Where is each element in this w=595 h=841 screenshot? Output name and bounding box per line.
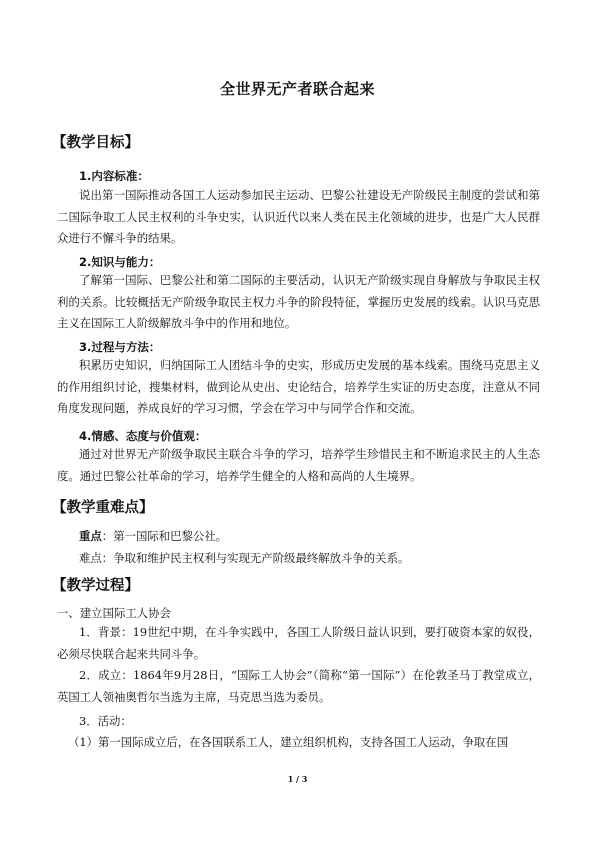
subheading-knowledge: 2.知识与能力：: [79, 255, 161, 269]
section-heading-goals: 【教学目标】: [52, 135, 139, 151]
process-item-activities-heading: 3．活动：: [79, 714, 132, 728]
difficulty-label: 难点: [79, 551, 102, 565]
difficulty-text: ：争取和维护民主权利与实现无产阶级最终解放斗争的关系。: [101, 551, 410, 565]
process-item-activities-1: （1）第一国际成立后，在各国联系工人，建立组织机构，支持各国工人运动，争取在国: [68, 735, 509, 749]
document-title: 全世界无产者联合起来: [219, 80, 375, 98]
paragraph-method: 积累历史知识，归纳国际工人团结斗争的史实，形成历史发展的基本线索。围绕马克思主义的作用组织讨论，搜集材料，做到论从史出、史论结合，培养学生实证的历史态度，注意从不同角度发现问题，养成良好的学习习惯，学会在学习中与同学合作和交流。: [57, 358, 540, 415]
process-item-background: 1．背景：19世纪中期，在斗争实践中，各国工人阶级日益认识到，要打破资本家的奴役，必须尽快联合起来共同斗争。: [57, 625, 540, 661]
subheading-attitude: 4.情感、态度与价值观：: [79, 429, 207, 443]
paragraph-content-standard: 说出第一国际推动各国工人运动参加民主运动、巴黎公社建设无产阶级民主制度的尝试和第二国际争取工人民主权利的斗争史实，认识近代以来人类在民主化领域的进步，也是广大人民群众进行不懈斗争的结果。: [57, 188, 540, 245]
process-part1-heading: 一、建立国际工人协会: [57, 606, 171, 620]
subheading-content-standard: 1.内容标准：: [79, 169, 149, 183]
page-number: 1 / 3: [287, 774, 308, 784]
subheading-method: 3.过程与方法：: [79, 340, 161, 354]
paragraph-knowledge: 了解第一国际、巴黎公社和第二国际的主要活动，认识无产阶级实现自身解放与争取民主权利的关系。比较概括无产阶级争取民主权力斗争的阶段特征，掌握历史发展的线索。认识马克思主义在国际工人阶级解放斗争中的作用和地位。: [57, 273, 540, 330]
section-heading-process: 【教学过程】: [52, 578, 139, 594]
section-heading-key-points: 【教学重难点】: [52, 500, 154, 516]
focus-label: 重点: [79, 529, 102, 543]
process-item-founding: 2．成立：1864年9月28日，“国际工人协会”（简称“第一国际”）在伦敦圣马丁教堂成立，英国工人领袖奥哲尔当选为主席，马克思当选为委员。: [57, 668, 540, 704]
difficulty-line: [79, 550, 409, 566]
focus-text: ：第一国际和巴黎公社。: [101, 529, 228, 543]
paragraph-attitude: 通过对世界无产阶级争取民主联合斗争的学习，培养学生珍惜民主和不断追求民主的人生态度。通过巴黎公社革命的学习，培养学生健全的人格和高尚的人生境界。: [57, 447, 540, 483]
focus-line: [79, 528, 227, 544]
